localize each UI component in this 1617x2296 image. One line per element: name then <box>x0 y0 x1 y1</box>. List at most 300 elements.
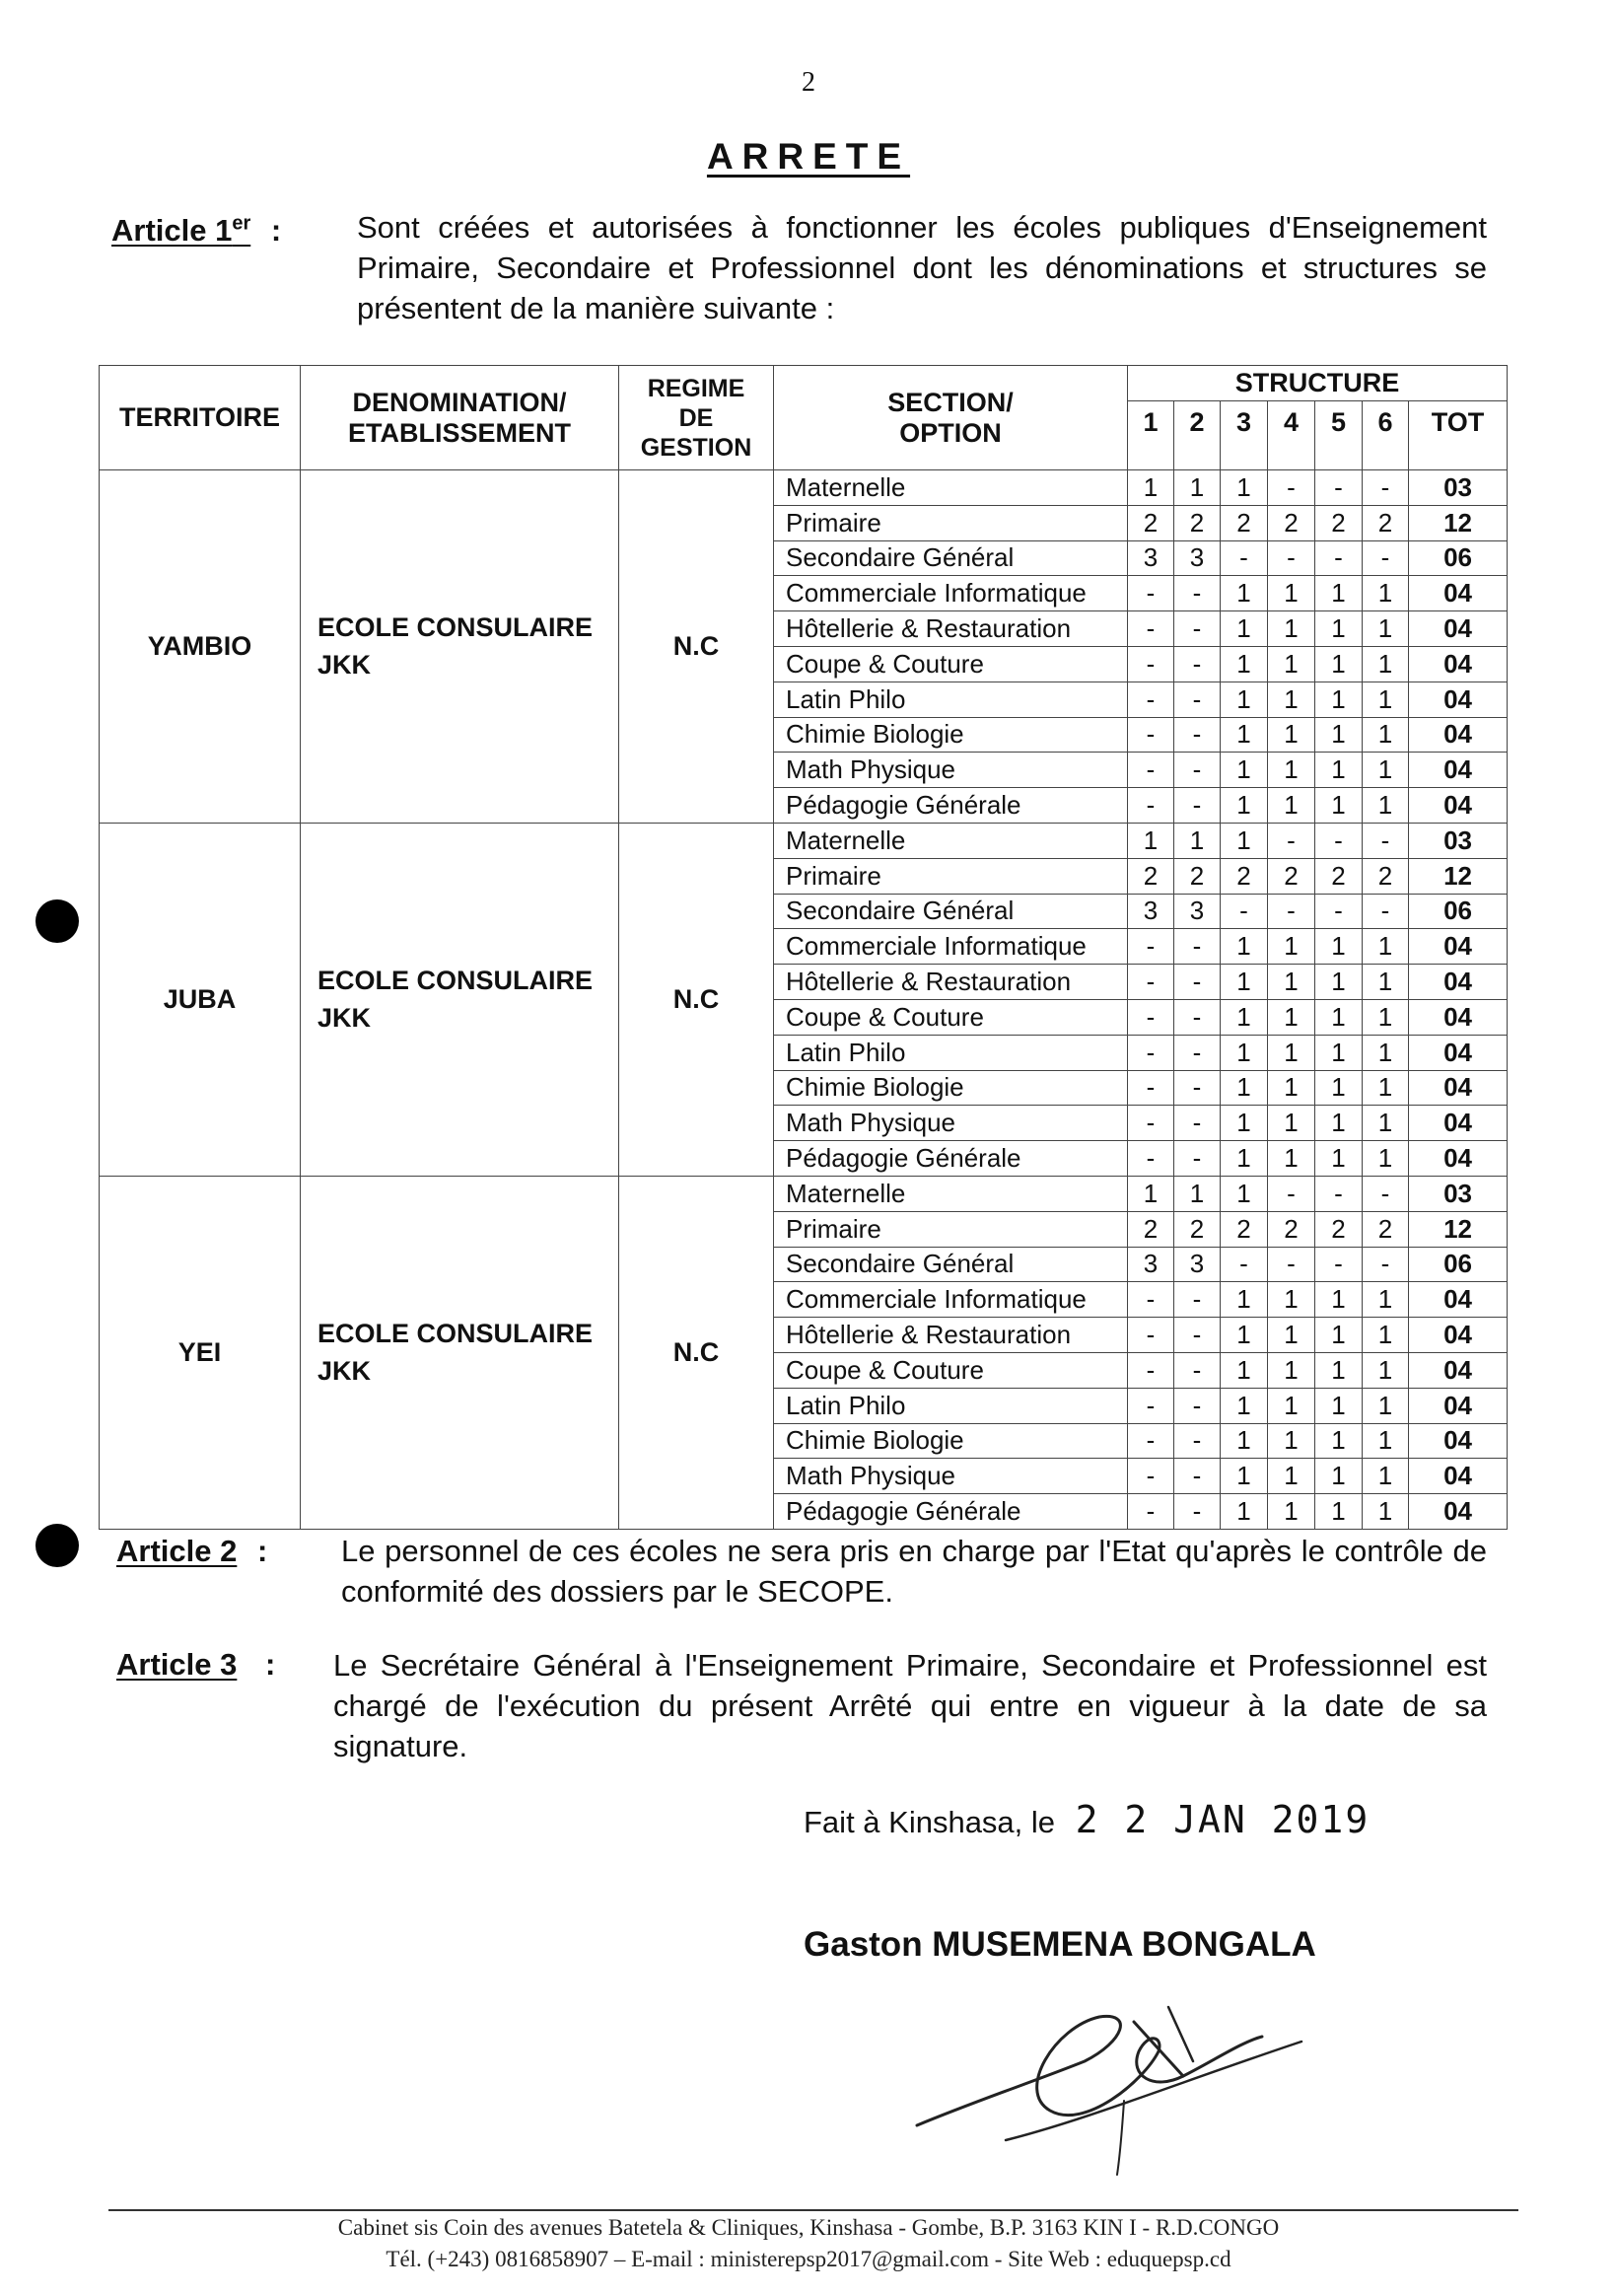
header-denomination-line1: DENOMINATION/ <box>352 387 567 417</box>
year-1-cell: - <box>1128 999 1174 1035</box>
etablissement-cell <box>301 823 619 1176</box>
year-3-cell: 1 <box>1221 470 1268 506</box>
header-year-1: 1 <box>1128 401 1174 470</box>
year-3-cell: 1 <box>1221 1352 1268 1388</box>
year-5-cell: 1 <box>1315 1141 1363 1177</box>
year-2-cell: 2 <box>1174 858 1221 894</box>
year-2-cell: - <box>1174 1494 1221 1530</box>
year-2-cell: - <box>1174 1141 1221 1177</box>
territoire-cell: JUBA <box>100 823 301 1176</box>
year-3-cell: 1 <box>1221 788 1268 824</box>
year-1-cell: 3 <box>1128 1247 1174 1282</box>
table-row <box>100 470 1508 506</box>
year-4-cell: 1 <box>1268 999 1315 1035</box>
year-4-cell: 1 <box>1268 1035 1315 1070</box>
year-1-cell: - <box>1128 611 1174 647</box>
year-2-cell: 1 <box>1174 823 1221 858</box>
tot-cell: 04 <box>1409 1459 1508 1494</box>
year-5-cell: - <box>1315 1247 1363 1282</box>
year-6-cell: 1 <box>1363 1141 1409 1177</box>
year-3-cell: 1 <box>1221 646 1268 682</box>
signatory-name: Gaston MUSEMENA BONGALA <box>804 1925 1316 1964</box>
year-6-cell: 1 <box>1363 1070 1409 1106</box>
year-4-cell: 1 <box>1268 965 1315 1000</box>
regime-cell: N.C <box>619 470 774 824</box>
year-4-cell: - <box>1268 1247 1315 1282</box>
header-section-line1: SECTION/ <box>887 387 1014 417</box>
article3-label-text: Article 3 <box>116 1647 238 1682</box>
year-6-cell: 1 <box>1363 1035 1409 1070</box>
year-6-cell: 1 <box>1363 682 1409 717</box>
document-title <box>0 136 1617 178</box>
year-4-cell: 1 <box>1268 682 1315 717</box>
section-cell: Primaire <box>774 1211 1128 1247</box>
year-4-cell: 1 <box>1268 1459 1315 1494</box>
year-6-cell: 1 <box>1363 1352 1409 1388</box>
year-1-cell: - <box>1128 1494 1174 1530</box>
year-6-cell: 1 <box>1363 1459 1409 1494</box>
header-regime-line3: GESTION <box>640 433 752 462</box>
year-1-cell: - <box>1128 1106 1174 1141</box>
tot-cell: 04 <box>1409 929 1508 965</box>
year-3-cell: 2 <box>1221 1211 1268 1247</box>
section-cell: Secondaire Général <box>774 540 1128 576</box>
year-1-cell: - <box>1128 646 1174 682</box>
etablissement-line1: ECOLE CONSULAIRE <box>317 1319 594 1349</box>
year-3-cell: 1 <box>1221 999 1268 1035</box>
etablissement-line2: JKK <box>317 1003 372 1034</box>
year-2-cell: - <box>1174 965 1221 1000</box>
year-5-cell: 1 <box>1315 1352 1363 1388</box>
place-date-text: Fait à Kinshasa, le <box>804 1805 1056 1839</box>
year-3-cell: 1 <box>1221 1176 1268 1211</box>
year-1-cell: - <box>1128 1318 1174 1353</box>
header-year-6: 6 <box>1363 401 1409 470</box>
section-cell: Primaire <box>774 858 1128 894</box>
year-5-cell: 1 <box>1315 1035 1363 1070</box>
regime-cell: N.C <box>619 823 774 1176</box>
tot-cell: 04 <box>1409 1141 1508 1177</box>
year-5-cell: 1 <box>1315 1070 1363 1106</box>
year-4-cell: - <box>1268 894 1315 929</box>
header-structure <box>1128 366 1508 401</box>
year-6-cell: 1 <box>1363 646 1409 682</box>
year-4-cell: 2 <box>1268 858 1315 894</box>
year-3-cell: 1 <box>1221 1318 1268 1353</box>
article2-label-text: Article 2 <box>116 1534 238 1568</box>
section-cell: Math Physique <box>774 753 1128 788</box>
year-1-cell: 1 <box>1128 823 1174 858</box>
stamp-date: 2 2 JAN 2019 <box>1075 1798 1371 1841</box>
year-5-cell: 1 <box>1315 1388 1363 1423</box>
tot-cell: 04 <box>1409 965 1508 1000</box>
year-3-cell: 1 <box>1221 1070 1268 1106</box>
year-6-cell: 1 <box>1363 611 1409 647</box>
year-5-cell: - <box>1315 470 1363 506</box>
section-cell: Latin Philo <box>774 1035 1128 1070</box>
year-2-cell: 1 <box>1174 1176 1221 1211</box>
section-cell: Primaire <box>774 505 1128 540</box>
table-row <box>100 823 1508 858</box>
header-structure-text: STRUCTURE <box>1234 368 1400 397</box>
year-2-cell: 1 <box>1174 470 1221 506</box>
header-year-2: 2 <box>1174 401 1221 470</box>
year-2-cell: 2 <box>1174 1211 1221 1247</box>
year-1-cell: 3 <box>1128 894 1174 929</box>
signature <box>887 1982 1321 2180</box>
year-3-cell: 1 <box>1221 1282 1268 1318</box>
section-cell: Maternelle <box>774 1176 1128 1211</box>
year-6-cell: - <box>1363 894 1409 929</box>
tot-cell: 12 <box>1409 505 1508 540</box>
year-5-cell: 1 <box>1315 611 1363 647</box>
year-4-cell: - <box>1268 1176 1315 1211</box>
year-3-cell: 1 <box>1221 1106 1268 1141</box>
header-regime <box>619 366 774 470</box>
year-3-cell: - <box>1221 1247 1268 1282</box>
etablissement-line2: JKK <box>317 1356 372 1387</box>
year-4-cell: 1 <box>1268 717 1315 753</box>
year-6-cell: 1 <box>1363 1106 1409 1141</box>
tot-cell: 04 <box>1409 1106 1508 1141</box>
tot-cell: 04 <box>1409 753 1508 788</box>
year-5-cell: 1 <box>1315 753 1363 788</box>
year-3-cell: 1 <box>1221 1494 1268 1530</box>
year-5-cell: - <box>1315 894 1363 929</box>
article3-colon: : <box>264 1647 276 1682</box>
tot-cell: 04 <box>1409 646 1508 682</box>
tot-cell: 04 <box>1409 1035 1508 1070</box>
year-4-cell: 1 <box>1268 1106 1315 1141</box>
year-3-cell: 1 <box>1221 1423 1268 1459</box>
year-4-cell: - <box>1268 470 1315 506</box>
header-denomination-line2: ETABLISSEMENT <box>347 417 571 448</box>
year-3-cell: 1 <box>1221 1388 1268 1423</box>
tot-cell: 04 <box>1409 1282 1508 1318</box>
tot-cell: 04 <box>1409 611 1508 647</box>
year-5-cell: 1 <box>1315 682 1363 717</box>
year-5-cell: - <box>1315 540 1363 576</box>
tot-cell: 04 <box>1409 1494 1508 1530</box>
year-3-cell: 1 <box>1221 929 1268 965</box>
year-2-cell: 3 <box>1174 1247 1221 1282</box>
section-cell: Maternelle <box>774 823 1128 858</box>
year-4-cell: 1 <box>1268 1282 1315 1318</box>
year-4-cell: 1 <box>1268 1352 1315 1388</box>
section-cell: Pédagogie Générale <box>774 788 1128 824</box>
year-6-cell: 2 <box>1363 505 1409 540</box>
year-5-cell: 1 <box>1315 1318 1363 1353</box>
tot-cell: 03 <box>1409 470 1508 506</box>
tot-cell: 04 <box>1409 788 1508 824</box>
year-4-cell: 2 <box>1268 1211 1315 1247</box>
year-6-cell: 1 <box>1363 1388 1409 1423</box>
section-cell: Pédagogie Générale <box>774 1494 1128 1530</box>
year-6-cell: 1 <box>1363 1282 1409 1318</box>
year-2-cell: - <box>1174 1352 1221 1388</box>
year-2-cell: 3 <box>1174 540 1221 576</box>
year-6-cell: - <box>1363 540 1409 576</box>
year-2-cell: - <box>1174 611 1221 647</box>
year-4-cell: 1 <box>1268 1070 1315 1106</box>
etablissement-cell <box>301 1176 619 1529</box>
header-year-3: 3 <box>1221 401 1268 470</box>
year-6-cell: - <box>1363 470 1409 506</box>
year-1-cell: 2 <box>1128 858 1174 894</box>
year-6-cell: 2 <box>1363 1211 1409 1247</box>
year-5-cell: 1 <box>1315 965 1363 1000</box>
year-3-cell: 1 <box>1221 576 1268 611</box>
section-cell: Latin Philo <box>774 1388 1128 1423</box>
year-4-cell: 1 <box>1268 753 1315 788</box>
section-cell: Math Physique <box>774 1459 1128 1494</box>
etablissement-line1: ECOLE CONSULAIRE <box>317 612 594 643</box>
year-5-cell: - <box>1315 823 1363 858</box>
article1-text: Sont créées et autorisées à fonctionner les écoles publiques d'Enseignement Primaire, Secondaire et Professionnel dont les dénominations et structures se présentent de la manière suivante : <box>357 210 1487 325</box>
year-2-cell: - <box>1174 1388 1221 1423</box>
tot-cell: 06 <box>1409 1247 1508 1282</box>
year-1-cell: - <box>1128 965 1174 1000</box>
tot-cell: 04 <box>1409 1388 1508 1423</box>
year-5-cell: 1 <box>1315 1494 1363 1530</box>
year-5-cell: 1 <box>1315 929 1363 965</box>
year-6-cell: 1 <box>1363 999 1409 1035</box>
header-territoire <box>100 366 301 470</box>
year-1-cell: 1 <box>1128 470 1174 506</box>
year-4-cell: 1 <box>1268 788 1315 824</box>
year-1-cell: - <box>1128 1070 1174 1106</box>
year-2-cell: 2 <box>1174 505 1221 540</box>
year-1-cell: - <box>1128 1141 1174 1177</box>
header-regime-line2: DE <box>678 403 714 432</box>
year-2-cell: - <box>1174 1423 1221 1459</box>
year-1-cell: - <box>1128 1282 1174 1318</box>
year-3-cell: - <box>1221 894 1268 929</box>
header-section <box>774 366 1128 470</box>
year-4-cell: 1 <box>1268 1494 1315 1530</box>
year-3-cell: 1 <box>1221 1459 1268 1494</box>
section-cell: Chimie Biologie <box>774 717 1128 753</box>
tot-cell: 04 <box>1409 682 1508 717</box>
section-cell: Secondaire Général <box>774 894 1128 929</box>
section-cell: Hôtellerie & Restauration <box>774 1318 1128 1353</box>
article1-label-text <box>111 213 250 248</box>
year-2-cell: - <box>1174 576 1221 611</box>
year-6-cell: 1 <box>1363 1494 1409 1530</box>
header-denomination <box>301 366 619 470</box>
table-row <box>100 1176 1508 1211</box>
year-4-cell: - <box>1268 540 1315 576</box>
year-3-cell: 2 <box>1221 505 1268 540</box>
year-1-cell: - <box>1128 1459 1174 1494</box>
section-cell: Chimie Biologie <box>774 1070 1128 1106</box>
punch-hole-mark <box>35 1524 79 1567</box>
year-1-cell: - <box>1128 788 1174 824</box>
year-6-cell: 1 <box>1363 1423 1409 1459</box>
tot-cell: 04 <box>1409 1352 1508 1388</box>
year-3-cell: 1 <box>1221 823 1268 858</box>
footer-contact: Tél. (+243) 0816858907 – E-mail : ministerepsp2017@gmail.com - Site Web : eduquepsp.cd <box>386 2247 1231 2271</box>
tot-cell: 04 <box>1409 999 1508 1035</box>
tot-cell: 06 <box>1409 894 1508 929</box>
section-cell: Commerciale Informatique <box>774 929 1128 965</box>
year-5-cell: 1 <box>1315 1106 1363 1141</box>
territoire-cell: YAMBIO <box>100 470 301 824</box>
tot-cell: 12 <box>1409 1211 1508 1247</box>
year-3-cell: 1 <box>1221 753 1268 788</box>
year-5-cell: 1 <box>1315 1459 1363 1494</box>
year-1-cell: 2 <box>1128 505 1174 540</box>
tot-cell: 04 <box>1409 1070 1508 1106</box>
year-3-cell: 1 <box>1221 682 1268 717</box>
year-2-cell: - <box>1174 999 1221 1035</box>
article2-colon: : <box>256 1534 268 1568</box>
year-3-cell: 2 <box>1221 858 1268 894</box>
year-1-cell: 2 <box>1128 1211 1174 1247</box>
year-6-cell: - <box>1363 1176 1409 1211</box>
year-5-cell: 1 <box>1315 1282 1363 1318</box>
header-tot: TOT <box>1409 401 1508 470</box>
year-1-cell: - <box>1128 1035 1174 1070</box>
year-2-cell: - <box>1174 1459 1221 1494</box>
section-cell: Commerciale Informatique <box>774 576 1128 611</box>
header-year-4: 4 <box>1268 401 1315 470</box>
regime-cell: N.C <box>619 1176 774 1529</box>
year-5-cell: 2 <box>1315 1211 1363 1247</box>
year-5-cell: 1 <box>1315 576 1363 611</box>
etablissement-cell <box>301 470 619 824</box>
year-2-cell: - <box>1174 753 1221 788</box>
tot-cell: 12 <box>1409 858 1508 894</box>
year-4-cell: 1 <box>1268 1141 1315 1177</box>
year-2-cell: - <box>1174 1318 1221 1353</box>
article1-colon: : <box>270 213 282 249</box>
section-cell: Coupe & Couture <box>774 646 1128 682</box>
year-6-cell: 1 <box>1363 788 1409 824</box>
section-cell: Latin Philo <box>774 682 1128 717</box>
tot-cell: 03 <box>1409 823 1508 858</box>
year-1-cell: - <box>1128 929 1174 965</box>
header-section-line2: OPTION <box>899 417 1002 448</box>
year-1-cell: - <box>1128 753 1174 788</box>
year-1-cell: - <box>1128 1423 1174 1459</box>
tot-cell: 06 <box>1409 540 1508 576</box>
section-cell: Chimie Biologie <box>774 1423 1128 1459</box>
year-5-cell: 2 <box>1315 858 1363 894</box>
section-cell: Coupe & Couture <box>774 1352 1128 1388</box>
year-2-cell: - <box>1174 1282 1221 1318</box>
tot-cell: 04 <box>1409 1423 1508 1459</box>
article1-label <box>111 213 281 249</box>
section-cell: Hôtellerie & Restauration <box>774 965 1128 1000</box>
year-4-cell: 1 <box>1268 646 1315 682</box>
section-cell: Maternelle <box>774 470 1128 506</box>
year-4-cell: 1 <box>1268 1388 1315 1423</box>
section-cell: Secondaire Général <box>774 1247 1128 1282</box>
article3-label <box>116 1647 275 1683</box>
year-2-cell: - <box>1174 1106 1221 1141</box>
year-6-cell: 1 <box>1363 753 1409 788</box>
year-4-cell: 1 <box>1268 576 1315 611</box>
tot-cell: 04 <box>1409 1318 1508 1353</box>
year-5-cell: 1 <box>1315 999 1363 1035</box>
year-4-cell: 1 <box>1268 1318 1315 1353</box>
header-year-5: 5 <box>1315 401 1363 470</box>
year-6-cell: - <box>1363 1247 1409 1282</box>
year-4-cell: - <box>1268 823 1315 858</box>
year-2-cell: - <box>1174 1070 1221 1106</box>
section-cell: Math Physique <box>774 1106 1128 1141</box>
year-6-cell: 1 <box>1363 576 1409 611</box>
year-4-cell: 1 <box>1268 929 1315 965</box>
schools-structure-table <box>99 365 1508 1530</box>
footer-rule <box>108 2209 1518 2211</box>
article1-label-sup: er <box>232 213 251 235</box>
section-cell: Commerciale Informatique <box>774 1282 1128 1318</box>
header-regime-line1: REGIME <box>647 374 745 402</box>
year-1-cell: - <box>1128 576 1174 611</box>
territoire-cell: YEI <box>100 1176 301 1529</box>
year-3-cell: 1 <box>1221 1141 1268 1177</box>
year-1-cell: - <box>1128 1352 1174 1388</box>
year-6-cell: 1 <box>1363 965 1409 1000</box>
year-5-cell: 2 <box>1315 505 1363 540</box>
year-1-cell: 1 <box>1128 1176 1174 1211</box>
article2-text: Le personnel de ces écoles ne sera pris en charge par l'Etat qu'après le contrôle de conformité des dossiers par le SECOPE. <box>341 1534 1487 1609</box>
year-3-cell: 1 <box>1221 965 1268 1000</box>
year-2-cell: - <box>1174 717 1221 753</box>
year-6-cell: 2 <box>1363 858 1409 894</box>
year-5-cell: - <box>1315 1176 1363 1211</box>
year-1-cell: - <box>1128 682 1174 717</box>
year-5-cell: 1 <box>1315 1423 1363 1459</box>
tot-cell: 04 <box>1409 576 1508 611</box>
year-1-cell: - <box>1128 717 1174 753</box>
header-territoire-text: TERRITOIRE <box>118 402 280 432</box>
year-2-cell: - <box>1174 788 1221 824</box>
etablissement-line1: ECOLE CONSULAIRE <box>317 966 594 996</box>
section-cell: Pédagogie Générale <box>774 1141 1128 1177</box>
year-1-cell: - <box>1128 1388 1174 1423</box>
year-6-cell: 1 <box>1363 1318 1409 1353</box>
etablissement-line2: JKK <box>317 650 372 681</box>
page-number: 2 <box>802 67 815 98</box>
year-1-cell: 3 <box>1128 540 1174 576</box>
year-2-cell: - <box>1174 646 1221 682</box>
footer-address: Cabinet sis Coin des avenues Batetela & Cliniques, Kinshasa - Gombe, B.P. 3163 KIN I - R.D.CONGO <box>337 2215 1280 2240</box>
section-cell: Hôtellerie & Restauration <box>774 611 1128 647</box>
year-5-cell: 1 <box>1315 717 1363 753</box>
article1-label-main: Article 1 <box>111 213 233 249</box>
year-3-cell: 1 <box>1221 611 1268 647</box>
year-5-cell: 1 <box>1315 788 1363 824</box>
year-3-cell: 1 <box>1221 1035 1268 1070</box>
article2-label <box>116 1534 267 1569</box>
year-4-cell: 2 <box>1268 505 1315 540</box>
year-6-cell: 1 <box>1363 929 1409 965</box>
section-cell: Coupe & Couture <box>774 999 1128 1035</box>
year-2-cell: - <box>1174 682 1221 717</box>
year-6-cell: 1 <box>1363 717 1409 753</box>
year-3-cell: 1 <box>1221 717 1268 753</box>
article3-text: Le Secrétaire Général à l'Enseignement Primaire, Secondaire et Professionnel est chargé de l'exécution du présent Arrêté qui entre en vigueur à la date de sa signature. <box>333 1648 1487 1763</box>
year-5-cell: 1 <box>1315 646 1363 682</box>
year-2-cell: - <box>1174 1035 1221 1070</box>
year-4-cell: 1 <box>1268 611 1315 647</box>
year-6-cell: - <box>1363 823 1409 858</box>
year-3-cell: - <box>1221 540 1268 576</box>
document-title-text: ARRETE <box>706 136 911 177</box>
